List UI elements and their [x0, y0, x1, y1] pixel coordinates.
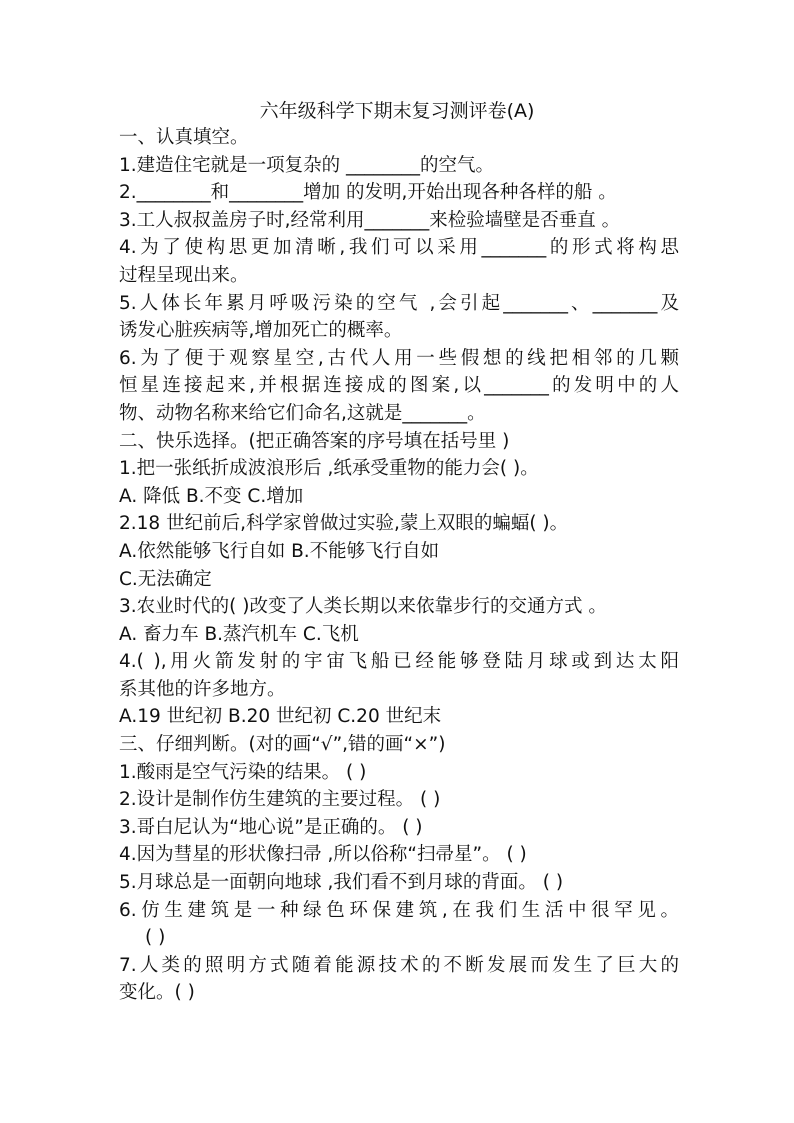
question-line: 1.把一张纸折成波浪形后 ,纸承受重物的能力会( )。 [119, 458, 539, 480]
question-line: 2.________和________增加 的发明,开始出现各种各样的船 。 [119, 182, 617, 204]
question-line: 3.工人叔叔盖房子时,经常利用_______来检验墙壁是否垂直 。 [119, 209, 621, 231]
question-line: 3.哥白尼认为“地心说”是正确的。 ( ) [119, 816, 423, 838]
option-line: C.无法确定 [119, 568, 212, 590]
question-line: 1.酸雨是空气污染的结果。 ( ) [119, 761, 367, 783]
question-line: 物、动物名称来给它们命名,这就是_______。 [119, 402, 486, 424]
page-title: 六年级科学下期末复习测评卷(A) [259, 100, 535, 122]
question-line: 4.为了使构思更加清晰,我们可以采用_______的形式将构思 [119, 237, 679, 259]
question-line: 1.建造住宅就是一项复杂的 ________的空气。 [119, 154, 495, 176]
question-line: 诱发心脏疾病等,增加死亡的概率。 [119, 320, 403, 342]
question-line: 4.( ),用火箭发射的宇宙飞船已经能够登陆月球或到达太阳 [119, 651, 679, 673]
question-line: 7.人类的照明方式随着能源技术的不断发展而发生了巨大的 [119, 954, 679, 976]
question-line: 6.为了便于观察星空,古代人用一些假想的线把相邻的几颗 [119, 347, 679, 369]
question-line: 变化。( ) [119, 982, 195, 1004]
option-line: A.依然能够飞行自如 B.不能够飞行自如 [119, 540, 440, 562]
question-line: 恒星连接起来,并根据连接成的图案,以_______的发明中的人 [119, 375, 679, 397]
question-line: 6.仿生建筑是一种绿色环保建筑,在我们生活中很罕见。 [119, 899, 679, 921]
question-line: 5.人体长年累月呼吸污染的空气 ,会引起_______、_______及 [119, 292, 679, 314]
section-heading: 三、仔细判断。(对的画“√”,错的画“×”) [119, 734, 446, 756]
question-line: 过程呈现出来。 [119, 264, 249, 286]
option-line: A. 降低 B.不变 C.增加 [119, 485, 304, 507]
question-line: 3.农业时代的( )改变了人类长期以来依靠步行的交通方式 。 [119, 596, 607, 618]
option-line: A. 畜力车 B.蒸汽机车 C.飞机 [119, 623, 359, 645]
question-line: 4.因为彗星的形状像扫帚 ,所以俗称“扫帚星”。 ( ) [119, 844, 527, 866]
question-line: 2.设计是制作仿生建筑的主要过程。 ( ) [119, 789, 441, 811]
option-line: A.19 世纪初 B.20 世纪初 C.20 世纪末 [119, 706, 442, 728]
question-line: 2.18 世纪前后,科学家曾做过实验,蒙上双眼的蝙蝠( )。 [119, 513, 569, 535]
question-line: 5.月球总是一面朝向地球 ,我们看不到月球的背面。 ( ) [119, 872, 564, 894]
question-line: 系其他的许多地方。 [119, 678, 286, 700]
section-heading: 二、快乐选择。(把正确答案的序号填在括号里 ) [119, 430, 510, 452]
answer-bracket: ( ) [145, 927, 166, 949]
exam-body [119, 124, 679, 1007]
section-heading: 一、认真填空。 [119, 127, 249, 148]
